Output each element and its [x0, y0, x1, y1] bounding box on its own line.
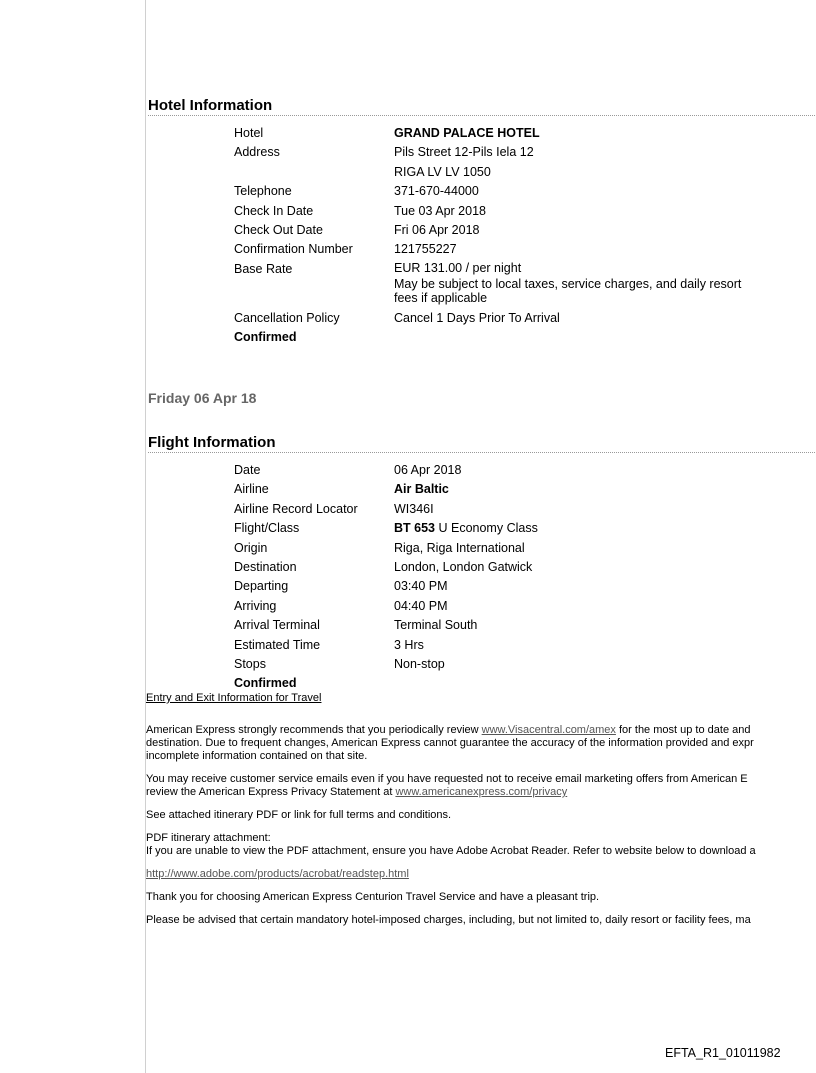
arrival-terminal-row	[234, 616, 816, 635]
adobe-link-para	[146, 868, 816, 881]
hotel-section-title: Hotel Information	[148, 97, 816, 116]
telephone-value: 371-670-44000	[394, 184, 479, 199]
thank-you-note: Thank you for choosing American Express Centurion Travel Service and have a pleasant trip.	[146, 891, 600, 903]
telephone-row	[234, 182, 816, 201]
flight-section-title: Flight Information	[148, 434, 816, 453]
pdf-note	[146, 832, 816, 858]
date-value: 06 Apr 2018	[394, 463, 462, 477]
day-heading: Friday 06 Apr 18	[148, 390, 257, 406]
hotel-status: Confirmed	[234, 330, 297, 345]
privacy-link[interactable]: www.americanexpress.com/privacy	[395, 786, 568, 798]
flight-details	[234, 461, 816, 693]
origin-row	[234, 539, 816, 558]
origin-value: Riga, Riga International	[394, 540, 525, 555]
flight-class-row	[234, 519, 816, 538]
destination-row	[234, 558, 816, 577]
airline-value: Air Baltic	[394, 482, 449, 497]
date-label: Date	[234, 463, 261, 477]
document-id: EFTA_R1_01011982	[665, 1046, 781, 1060]
origin-label: Origin	[234, 540, 268, 555]
cancellation-value: Cancel 1 Days Prior To Arrival	[394, 310, 560, 325]
estimated-time-row	[234, 636, 816, 655]
confirmation-row	[234, 240, 816, 259]
stops-row	[234, 655, 816, 674]
base-rate-amount: EUR 131.00 / per night	[394, 260, 522, 275]
airline-row	[234, 480, 816, 499]
arriving-label: Arriving	[234, 598, 277, 613]
check-out-value: Fri 06 Apr 2018	[394, 223, 480, 238]
visa-note-text: American Express strongly recommends that you periodically review	[146, 724, 482, 736]
visa-note-line-3: incomplete information contained on that site.	[146, 750, 368, 762]
notes-section	[146, 724, 816, 937]
record-locator-label: Airline Record Locator	[234, 501, 358, 516]
pdf-note-line-1: PDF itinerary attachment:	[146, 832, 271, 844]
privacy-note-line-2: review the American Express Privacy Statement at	[146, 786, 396, 798]
record-locator-row	[234, 500, 816, 519]
terms-note: See attached itinerary PDF or link for full terms and conditions.	[146, 809, 452, 821]
adobe-link[interactable]: http://www.adobe.com/products/acrobat/readstep.html	[146, 868, 409, 880]
confirmation-value: 121755227	[394, 242, 457, 257]
arriving-value: 04:40 PM	[394, 598, 448, 613]
base-rate-row	[234, 260, 816, 309]
pdf-note-line-2: If you are unable to view the PDF attachment, ensure you have Adobe Acrobat Reader. Refer to website below to download a	[146, 845, 756, 857]
base-rate-value	[394, 260, 816, 309]
telephone-label: Telephone	[234, 184, 292, 199]
hotel-charges-note: Please be advised that certain mandatory hotel-imposed charges, including, but not limited to, daily resort or facility fees, ma	[146, 914, 751, 926]
check-out-label: Check Out Date	[234, 223, 323, 238]
base-rate-note-1: May be subject to local taxes, service charges, and daily resort	[394, 276, 742, 291]
base-rate-note-2: fees if applicable	[394, 290, 488, 305]
entry-exit-info-link[interactable]: Entry and Exit Information for Travel	[146, 692, 322, 704]
stops-label: Stops	[234, 657, 266, 672]
privacy-note	[146, 773, 816, 799]
flight-class-label: Flight/Class	[234, 521, 300, 536]
stops-value: Non-stop	[394, 657, 445, 672]
address-label: Address	[234, 145, 280, 160]
departing-value: 03:40 PM	[394, 579, 448, 594]
destination-value: London, London Gatwick	[394, 560, 533, 575]
address-line-1: Pils Street 12-Pils Iela 12	[394, 145, 534, 160]
visa-note	[146, 724, 816, 763]
check-in-row	[234, 202, 816, 221]
base-rate-label: Base Rate	[234, 261, 293, 276]
flight-status: Confirmed	[234, 676, 297, 691]
hotel-name-row	[234, 124, 816, 143]
record-locator-value: WI346I	[394, 501, 434, 516]
address-value	[394, 143, 816, 182]
visa-note-line-2: destination. Due to frequent changes, American Express cannot guarantee the accuracy of the information provided and expr	[146, 737, 754, 749]
estimated-time-value: 3 Hrs	[394, 637, 424, 652]
departing-row	[234, 577, 816, 596]
departing-label: Departing	[234, 579, 289, 594]
visa-note-text-end: for the most up to date and	[615, 724, 751, 736]
address-line-2: RIGA LV LV 1050	[394, 164, 491, 179]
arrival-terminal-label: Arrival Terminal	[234, 618, 320, 633]
visacentral-link[interactable]: www.Visacentral.com/amex	[481, 724, 616, 736]
destination-label: Destination	[234, 560, 297, 575]
privacy-note-line-1: You may receive customer service emails even if you have requested not to receive email marketing offers from American E	[146, 773, 748, 785]
hotel-label: Hotel	[234, 126, 264, 140]
hotel-name: GRAND PALACE HOTEL	[394, 126, 540, 140]
check-out-row	[234, 221, 816, 240]
date-row	[234, 461, 816, 480]
address-row	[234, 143, 816, 182]
itinerary-content	[145, 0, 816, 1073]
arriving-row	[234, 597, 816, 616]
cancellation-row	[234, 309, 816, 328]
flight-class-value	[394, 519, 816, 538]
estimated-time-label: Estimated Time	[234, 637, 321, 652]
check-in-label: Check In Date	[234, 203, 314, 218]
check-in-value: Tue 03 Apr 2018	[394, 203, 486, 218]
fare-class: U Economy Class	[438, 521, 538, 536]
confirmation-label: Confirmation Number	[234, 242, 353, 257]
airline-label: Airline	[234, 482, 269, 497]
hotel-details	[234, 124, 816, 347]
arrival-terminal-value: Terminal South	[394, 618, 478, 633]
flight-number: BT 653	[394, 521, 435, 536]
cancellation-label: Cancellation Policy	[234, 310, 340, 325]
